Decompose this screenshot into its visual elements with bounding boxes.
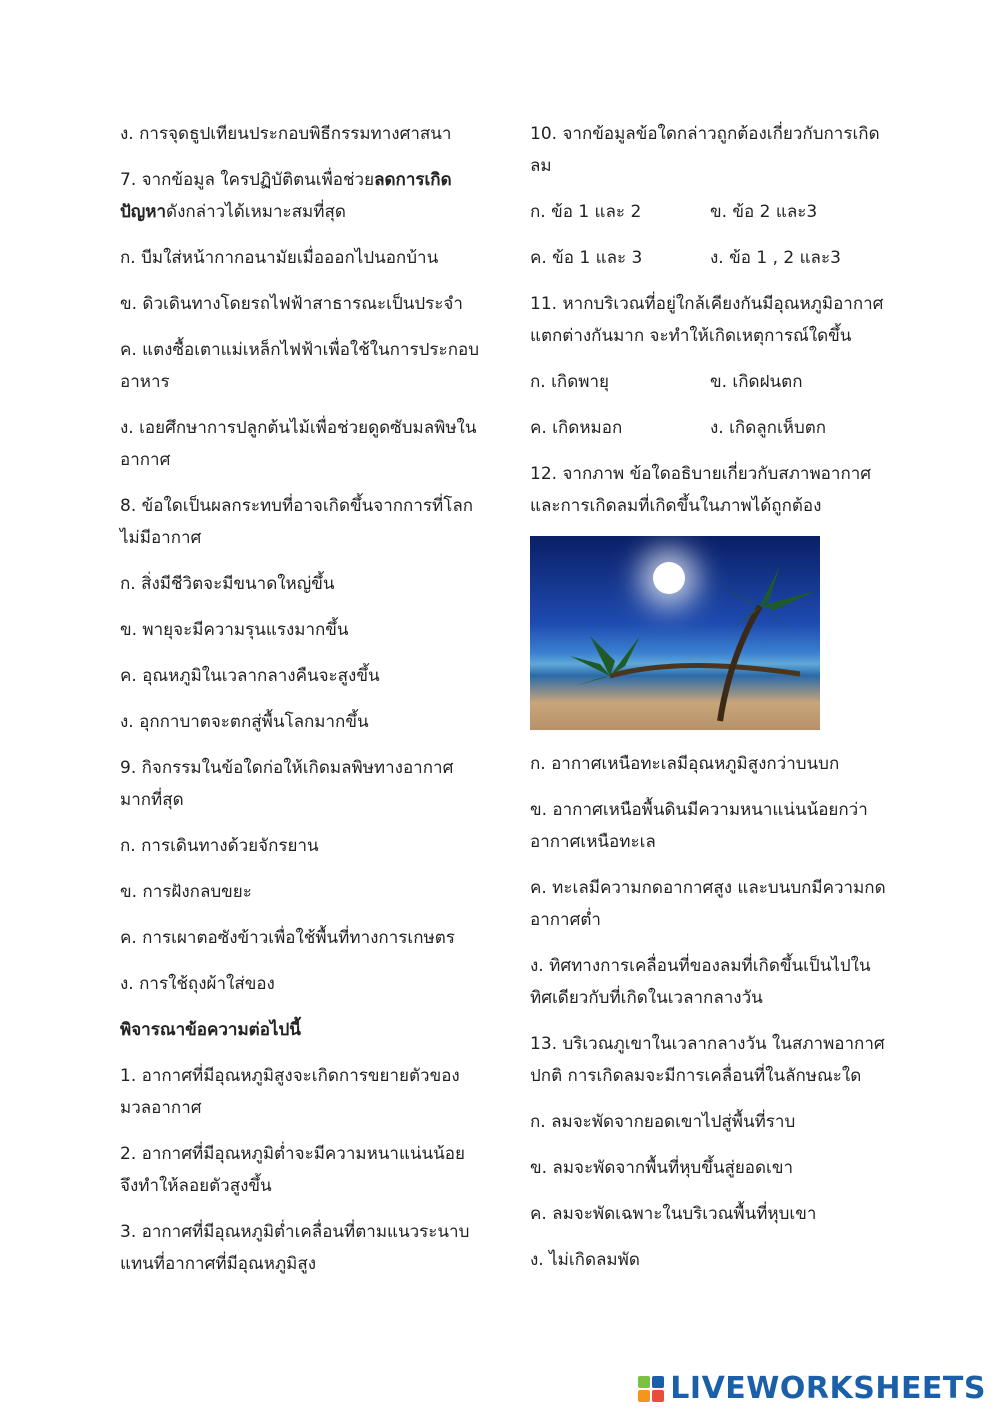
option-text: ข. เกิดฝนตก <box>710 372 803 392</box>
option-text: ค. ลมจะพัดเฉพาะในบริเวณพื้นที่หุบเขา <box>530 1204 817 1224</box>
option-text: ข. การฝังกลบขยะ <box>120 882 252 902</box>
option-text: ง. ทิศทางการเคลื่อนที่ของลมที่เกิดขึ้นเป็นไปในทิศเดียวกับที่เกิดในเวลากลางวัน <box>530 956 871 1008</box>
option-text: ค. การเผาตอซังข้าวเพื่อใช้พื้นที่ทางการเกษตร <box>120 928 455 948</box>
option-text: ง. การจุดธูปเทียนประกอบพิธีกรรมทางศาสนา <box>120 124 452 144</box>
option-row <box>530 366 890 398</box>
option-text: ง. ข้อ 1 , 2 และ3 <box>710 248 841 268</box>
question-10: 10. จากข้อมูลข้อใดกล่าวถูกต้องเกี่ยวกับการเกิดลม <box>530 124 880 176</box>
option-row <box>530 412 890 444</box>
option-text: ง. อุกกาบาตจะตกสู่พื้นโลกมากขึ้น <box>120 712 369 732</box>
liveworksheets-logo[interactable] <box>638 1371 986 1406</box>
option-text: ก. บีมใส่หน้ากากอนามัยเมื่อออกไปนอกบ้าน <box>120 248 439 268</box>
option-text: ก. การเดินทางด้วยจักรยาน <box>120 836 319 856</box>
option-text: ข. พายุจะมีความรุนแรงมากขึ้น <box>120 620 349 640</box>
option-row <box>530 196 890 228</box>
option-text: ก. ลมจะพัดจากยอดเขาไปสู่พื้นที่ราบ <box>530 1112 796 1132</box>
option-text: ข. ลมจะพัดจากพื้นที่หุบขึ้นสู่ยอดเขา <box>530 1158 794 1178</box>
option-text: ก. สิ่งมีชีวิตจะมีขนาดใหญ่ขึ้น <box>120 574 335 594</box>
option-text: ก. อากาศเหนือทะเลมีอุณหภูมิสูงกว่าบนบก <box>530 754 840 774</box>
statement-2: 2. อากาศที่มีอุณหภูมิต่ำจะมีความหนาแน่นน้อย จึงทำให้ลอยตัวสูงขึ้น <box>120 1144 465 1196</box>
option-text: ค. ข้อ 1 และ 3 <box>530 248 643 268</box>
question-9: 9. กิจกรรมในข้อใดก่อให้เกิดมลพิษทางอากาศมากที่สุด <box>120 758 454 810</box>
left-column <box>120 118 480 1294</box>
palm-trees-illustration <box>530 536 820 730</box>
option-text: ค. อุณหภูมิในเวลากลางคืนจะสูงขึ้น <box>120 666 380 686</box>
question-12: 12. จากภาพ ข้อใดอธิบายเกี่ยวกับสภาพอากาศและการเกิดลมที่เกิดขึ้นในภาพได้ถูกต้อง <box>530 464 872 516</box>
option-row <box>530 242 890 274</box>
option-text: ง. เกิดลูกเห็บตก <box>710 418 827 438</box>
option-text: ง. เอยศึกษาการปลูกต้นไม้เพื่อช่วยดูดซับมลพิษในอากาศ <box>120 418 477 470</box>
logo-text: LIVEWORKSHEETS <box>670 1371 986 1406</box>
option-text: ค. แตงซื้อเตาแม่เหล็กไฟฟ้าเพื่อใช้ในการประกอบอาหาร <box>120 340 479 392</box>
statement-3: 3. อากาศที่มีอุณหภูมิต่ำเคลื่อนที่ตามแนวระนาบแทนที่อากาศที่มีอุณหภูมิสูง <box>120 1222 470 1274</box>
option-text: ข. อากาศเหนือพื้นดินมีความหนาแน่นน้อยกว่าอากาศเหนือทะเล <box>530 800 868 852</box>
option-text: ข. ข้อ 2 และ3 <box>710 202 818 222</box>
right-column <box>530 118 890 1290</box>
beach-night-photo <box>530 536 820 730</box>
emphasis-text: ลดการเกิดปัญหา <box>120 170 452 222</box>
option-text: ค. เกิดหมอก <box>530 418 623 438</box>
option-text: ก. ข้อ 1 และ 2 <box>530 202 642 222</box>
option-text: ก. เกิดพายุ <box>530 372 609 392</box>
option-text: ง. การใช้ถุงผ้าใส่ของ <box>120 974 275 994</box>
question-11: 11. หากบริเวณที่อยู่ใกล้เคียงกันมีอุณหภูมิอากาศแตกต่างกันมาก จะทำให้เกิดเหตุการณ์ใดขึ้น <box>530 294 884 346</box>
option-text: ง. ไม่เกิดลมพัด <box>530 1250 640 1270</box>
statement-1: 1. อากาศที่มีอุณหภูมิสูงจะเกิดการขยายตัวของมวลอากาศ <box>120 1066 460 1118</box>
option-text: ค. ทะเลมีความกดอากาศสูง และบนบกมีความกดอากาศต่ำ <box>530 878 886 930</box>
option-text: ข. ดิวเดินทางโดยรถไฟฟ้าสาธารณะเป็นประจำ <box>120 294 463 314</box>
section-heading: พิจารณาข้อความต่อไปนี้ <box>120 1020 301 1040</box>
question-13: 13. บริเวณภูเขาในเวลากลางวัน ในสภาพอากาศปกติ การเกิดลมจะมีการเคลื่อนที่ในลักษณะใด <box>530 1034 885 1086</box>
logo-mark-icon <box>638 1376 664 1402</box>
question-8: 8. ข้อใดเป็นผลกระทบที่อาจเกิดขึ้นจากการที่โลกไม่มีอากาศ <box>120 496 474 548</box>
question-7: 7. จากข้อมูล ใครปฏิบัติตนเพื่อช่วยลดการเกิดปัญหาดังกล่าวได้เหมาะสมที่สุด <box>120 170 452 222</box>
